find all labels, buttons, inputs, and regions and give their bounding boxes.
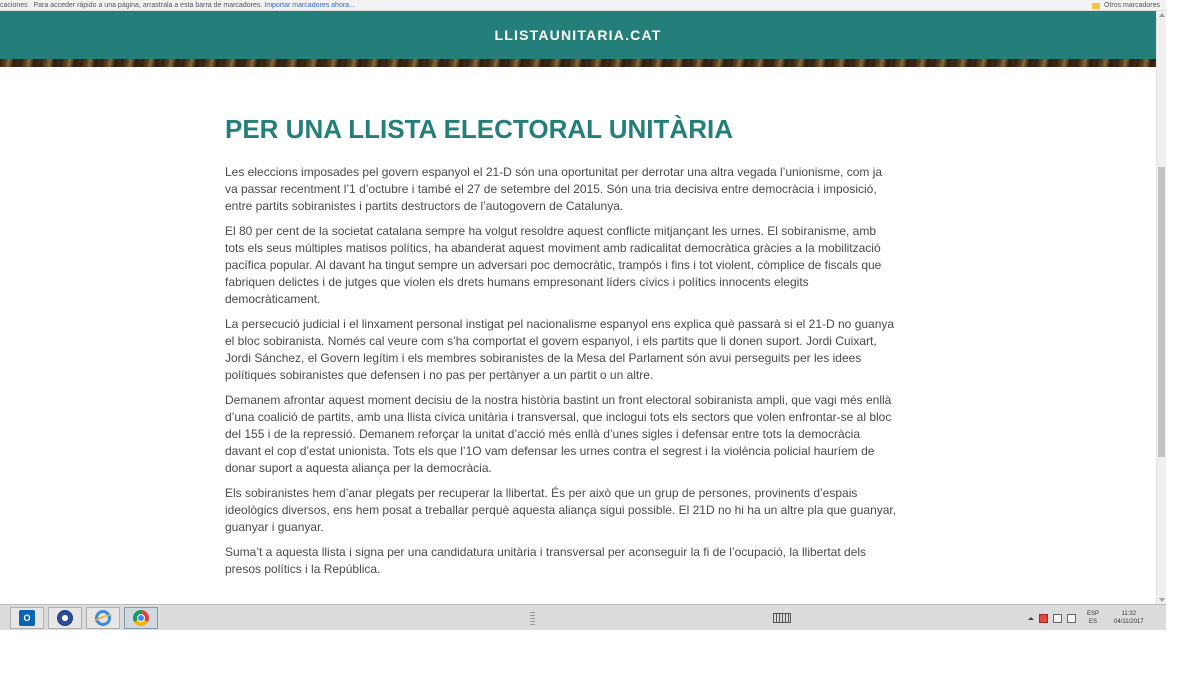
clock-time: 11:32 — [1121, 611, 1137, 617]
taskbar-grip[interactable] — [530, 611, 535, 625]
keyboard-layout-code: ES — [1089, 619, 1098, 625]
article-paragraph-1: Les eleccions imposades pel govern espanyol el 21-D són una oportunitat per derrotar una altra vegada l’unionisme, com ja va passar recentment l’1 d’octubre i també el 27 de setembre del 2015. Són una tria decisiva entre democràcia i imposició, entre partits sobiranistes i partits destructors de l’autogovern de Catalunya. — [225, 165, 883, 213]
network-icon[interactable] — [1053, 614, 1062, 623]
page-title: PER UNA LLISTA ELECTORAL UNITÀRIA — [225, 114, 733, 144]
article-paragraph-2: El 80 per cent de la societat catalana sempre ha volgut resoldre aquest conflicte mitjançant les urnes. El sobiranisme, amb tots els seus múltiples matisos polítics, ha abanderat aquest moviment amb radicalitat democràtica gràcies a la mobilització pacífica popular. Al davant ha tingut sempre un adversari poc democràtic, trampós i fins i tot violent, còmplice de fiscals que fabriquen delictes i de jutges que violen els drets humans empresonant líders cívics i polítics innocents elegits democràticament. — [225, 224, 882, 306]
show-hidden-icons-icon[interactable] — [1028, 617, 1034, 620]
scroll-thumb[interactable] — [1158, 167, 1165, 457]
bookmarks-hint-text: Para acceder rápido a una página, arrastrala a esta barra de marcadores. — [33, 2, 263, 9]
other-bookmarks-label: Otros marcadores — [1103, 2, 1160, 9]
chrome-icon — [133, 610, 149, 626]
taskbar — [0, 604, 1166, 630]
taskbar-chrome-button[interactable] — [124, 607, 158, 629]
hero-image-strip — [0, 59, 1156, 67]
taskbar-outlook-button[interactable] — [10, 607, 44, 629]
internet-explorer-icon — [95, 610, 111, 626]
system-tray — [1028, 609, 1144, 627]
scroll-up-arrow-icon[interactable] — [1159, 13, 1165, 17]
language-indicator[interactable] — [1087, 610, 1099, 626]
outlook-icon: O — [19, 610, 35, 626]
volume-icon[interactable] — [1067, 614, 1076, 623]
action-center-flag-icon[interactable] — [1039, 614, 1048, 623]
folder-icon — [1092, 3, 1100, 9]
bookmarks-left-label[interactable]: caciones — [0, 2, 28, 9]
bookmarks-bar — [0, 0, 1166, 11]
site-title-link[interactable]: LLISTAUNITARIA.CAT — [494, 27, 662, 43]
article-paragraph-5: Els sobiranistes hem d’anar plegats per recuperar la llibertat. És per això que un grup de persones, provinents d’espais ideològics diversos, ens hem posat a treballar perquè aquesta aliança sigui possible. El 21D no hi ha un altre pla que guanyar, guanyar i guanyar. — [225, 486, 897, 534]
taskbar-app-button[interactable] — [48, 607, 82, 629]
app-icon — [57, 610, 73, 626]
clock-date: 04/11/2017 — [1114, 619, 1144, 625]
other-bookmarks[interactable] — [1092, 1, 1160, 10]
vertical-scrollbar[interactable] — [1156, 11, 1166, 604]
clock[interactable] — [1114, 610, 1144, 626]
site-header — [0, 11, 1156, 59]
import-bookmarks-link[interactable]: Importar marcadores ahora... — [264, 2, 355, 9]
article-paragraph-3: La persecució judicial i el linxament personal instigat pel nacionalisme espanyol ens explica què passarà si el 21-D no guanya el bloc sobiranista. Només cal veure com s’ha comportat el govern espanyol, i els partits que li donen suport. Jordi Cuixart, Jordi Sánchez, el Govern legítim i els membres sobiranistes de la Mesa del Parlament són avui perseguits per les idees polítiques sobiranistes que defensen i no pas per pertànyer a un partit o un altre. — [225, 317, 895, 382]
bookmarks-hint — [0, 1, 355, 10]
article-paragraph-4: Demanem afrontar aquest moment decisiu de la nostra història bastint un front electoral sobiranista ampli, que vagi més enllà d’una coalició de partits, amb una llista cívica unitària i transversal, que inclogui tots els sectors que volen enfrontar-se al bloc del 155 i de la repressió. Demanem reforçar la unitat d’acció més enllà d’unes sigles i defensar entre tots la democràcia davant el cop d’estat unionista. Tots els que l’1O vam defensar les urnes contra el segrest i la violència policial hauríem de donar suport a aquesta aliança per la democràcia. — [225, 393, 892, 475]
article-paragraph-6: Suma’t a aquesta llista i signa per una candidatura unitària i transversal per aconseguir la fi de l’ocupació, la llibertat dels presos polítics i la República. — [225, 545, 867, 576]
article — [225, 112, 897, 586]
keyboard-icon[interactable] — [773, 613, 791, 623]
language-code: ESP — [1087, 611, 1100, 617]
taskbar-ie-button[interactable] — [86, 607, 120, 629]
scroll-down-arrow-icon[interactable] — [1159, 598, 1165, 602]
